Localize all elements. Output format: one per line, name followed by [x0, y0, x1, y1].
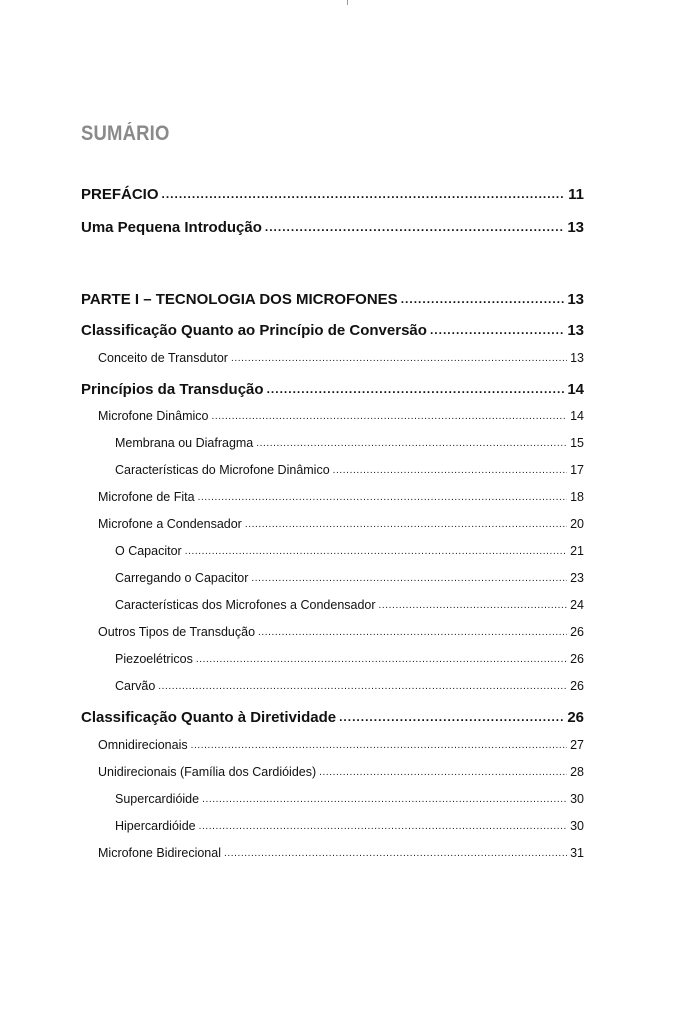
toc-entry-label: Carvão	[115, 679, 156, 693]
toc-entry-label: Microfone a Condensador	[98, 517, 242, 531]
page-top-mark	[347, 0, 348, 5]
toc-entry-page: 26	[567, 709, 584, 726]
toc-entry-hipercardioide[interactable]	[115, 819, 584, 833]
toc-entry-page: 27	[570, 738, 584, 752]
toc-entry-page: 14	[570, 409, 584, 423]
toc-entry-label: Classificação Quanto à Diretividade	[81, 709, 337, 726]
toc-entry-page: 13	[570, 351, 584, 365]
toc-entry-piezoeletricos[interactable]	[115, 652, 584, 666]
toc-entry-page: 21	[570, 544, 584, 558]
toc-entry-page: 20	[570, 517, 584, 531]
toc-entry-page: 11	[568, 186, 584, 203]
toc-entry-microfone-condensador[interactable]	[98, 517, 584, 531]
page-title: SUMÁRIO	[81, 122, 170, 145]
toc-entry-unidirecionais[interactable]	[98, 765, 584, 779]
toc-entry-label: Microfone Dinâmico	[98, 409, 209, 423]
toc-dot-leader	[267, 380, 565, 397]
toc-entry-omnidirecionais[interactable]	[98, 738, 584, 752]
toc-dot-leader	[198, 489, 568, 503]
toc-entry-prefacio[interactable]	[81, 186, 584, 203]
toc-dot-leader	[339, 708, 564, 725]
toc-entry-label: Microfone de Fita	[98, 490, 195, 504]
toc-entry-label: Piezoelétricos	[115, 652, 193, 666]
toc-entry-outros-tipos[interactable]	[98, 625, 584, 639]
toc-entry-carvao[interactable]	[115, 679, 584, 693]
toc-entry-page: 30	[570, 819, 584, 833]
toc-entry-page: 30	[570, 792, 584, 806]
toc-entry-page: 13	[567, 219, 584, 236]
toc-entry-label: Microfone Bidirecional	[98, 846, 221, 860]
toc-dot-leader	[430, 321, 564, 338]
toc-entry-page: 26	[570, 652, 584, 666]
toc-dot-leader	[191, 737, 567, 751]
toc-entry-page: 17	[570, 463, 584, 477]
toc-entry-page: 26	[570, 625, 584, 639]
toc-entry-caracteristicas-dinamico[interactable]	[115, 463, 584, 477]
toc-entry-label: Carregando o Capacitor	[115, 571, 249, 585]
toc-entry-microfone-bidirecional[interactable]	[98, 846, 584, 860]
toc-dot-leader	[245, 516, 567, 530]
toc-entry-label: Omnidirecionais	[98, 738, 188, 752]
toc-entry-parte-i[interactable]	[81, 291, 584, 308]
toc-dot-leader	[379, 597, 568, 611]
toc-dot-leader	[211, 408, 567, 422]
toc-entry-label: Outros Tipos de Transdução	[98, 625, 256, 639]
toc-entry-label: Supercardióide	[115, 792, 200, 806]
toc-dot-leader	[319, 764, 567, 778]
toc-dot-leader	[231, 350, 567, 364]
toc-entry-page: 14	[567, 381, 584, 398]
toc-entry-carregando-capacitor[interactable]	[115, 571, 584, 585]
toc-entry-label: PARTE I – TECNOLOGIA DOS MICROFONES	[81, 291, 398, 308]
toc-dot-leader	[401, 290, 565, 307]
toc-dot-leader	[199, 818, 567, 832]
toc-entry-page: 13	[567, 291, 584, 308]
toc-entry-page: 24	[570, 598, 584, 612]
toc-entry-label: O Capacitor	[115, 544, 182, 558]
toc-dot-leader	[251, 570, 567, 584]
toc-dot-leader	[185, 543, 567, 557]
toc-entry-microfone-fita[interactable]	[98, 490, 584, 504]
toc-entry-caracteristicas-condensador[interactable]	[115, 598, 584, 612]
toc-entry-page: 18	[570, 490, 584, 504]
toc-entry-label: Características dos Microfones a Condensador	[115, 598, 376, 612]
toc-dot-leader	[333, 462, 567, 476]
toc-entry-label: Uma Pequena Introdução	[81, 219, 262, 236]
toc-dot-leader	[196, 651, 567, 665]
toc-entry-microfone-dinamico[interactable]	[98, 409, 584, 423]
toc-entry-conceito-transdutor[interactable]	[98, 351, 584, 365]
toc-dot-leader	[224, 845, 567, 859]
toc-dot-leader	[256, 435, 567, 449]
toc-entry-label: Hipercardióide	[115, 819, 196, 833]
toc-entry-page: 13	[567, 322, 584, 339]
toc-entry-classificacao-conversao[interactable]	[81, 322, 584, 339]
toc-entry-label: Conceito de Transdutor	[98, 351, 228, 365]
toc-dot-leader	[158, 678, 567, 692]
toc-entry-page: 28	[570, 765, 584, 779]
toc-entry-supercardioide[interactable]	[115, 792, 584, 806]
toc-dot-leader	[202, 791, 567, 805]
toc-entry-introducao[interactable]	[81, 219, 584, 236]
toc-entry-page: 23	[570, 571, 584, 585]
toc-entry-label: Características do Microfone Dinâmico	[115, 463, 330, 477]
toc-entry-label: Membrana ou Diafragma	[115, 436, 254, 450]
toc-entry-page: 15	[570, 436, 584, 450]
toc-entry-page: 26	[570, 679, 584, 693]
toc-entry-label: Unidirecionais (Família dos Cardióides)	[98, 765, 317, 779]
toc-entry-classificacao-diretividade[interactable]	[81, 709, 584, 726]
toc-dot-leader	[258, 624, 567, 638]
toc-entry-principios-transducao[interactable]	[81, 381, 584, 398]
toc-entry-capacitor[interactable]	[115, 544, 584, 558]
toc-dot-leader	[265, 218, 564, 235]
toc-entry-label: PREFÁCIO	[81, 186, 159, 203]
toc-entry-page: 31	[570, 846, 584, 860]
toc-dot-leader	[162, 185, 566, 202]
toc-entry-membrana[interactable]	[115, 436, 584, 450]
toc-entry-label: Princípios da Transdução	[81, 381, 264, 398]
toc-entry-label: Classificação Quanto ao Princípio de Conversão	[81, 322, 427, 339]
